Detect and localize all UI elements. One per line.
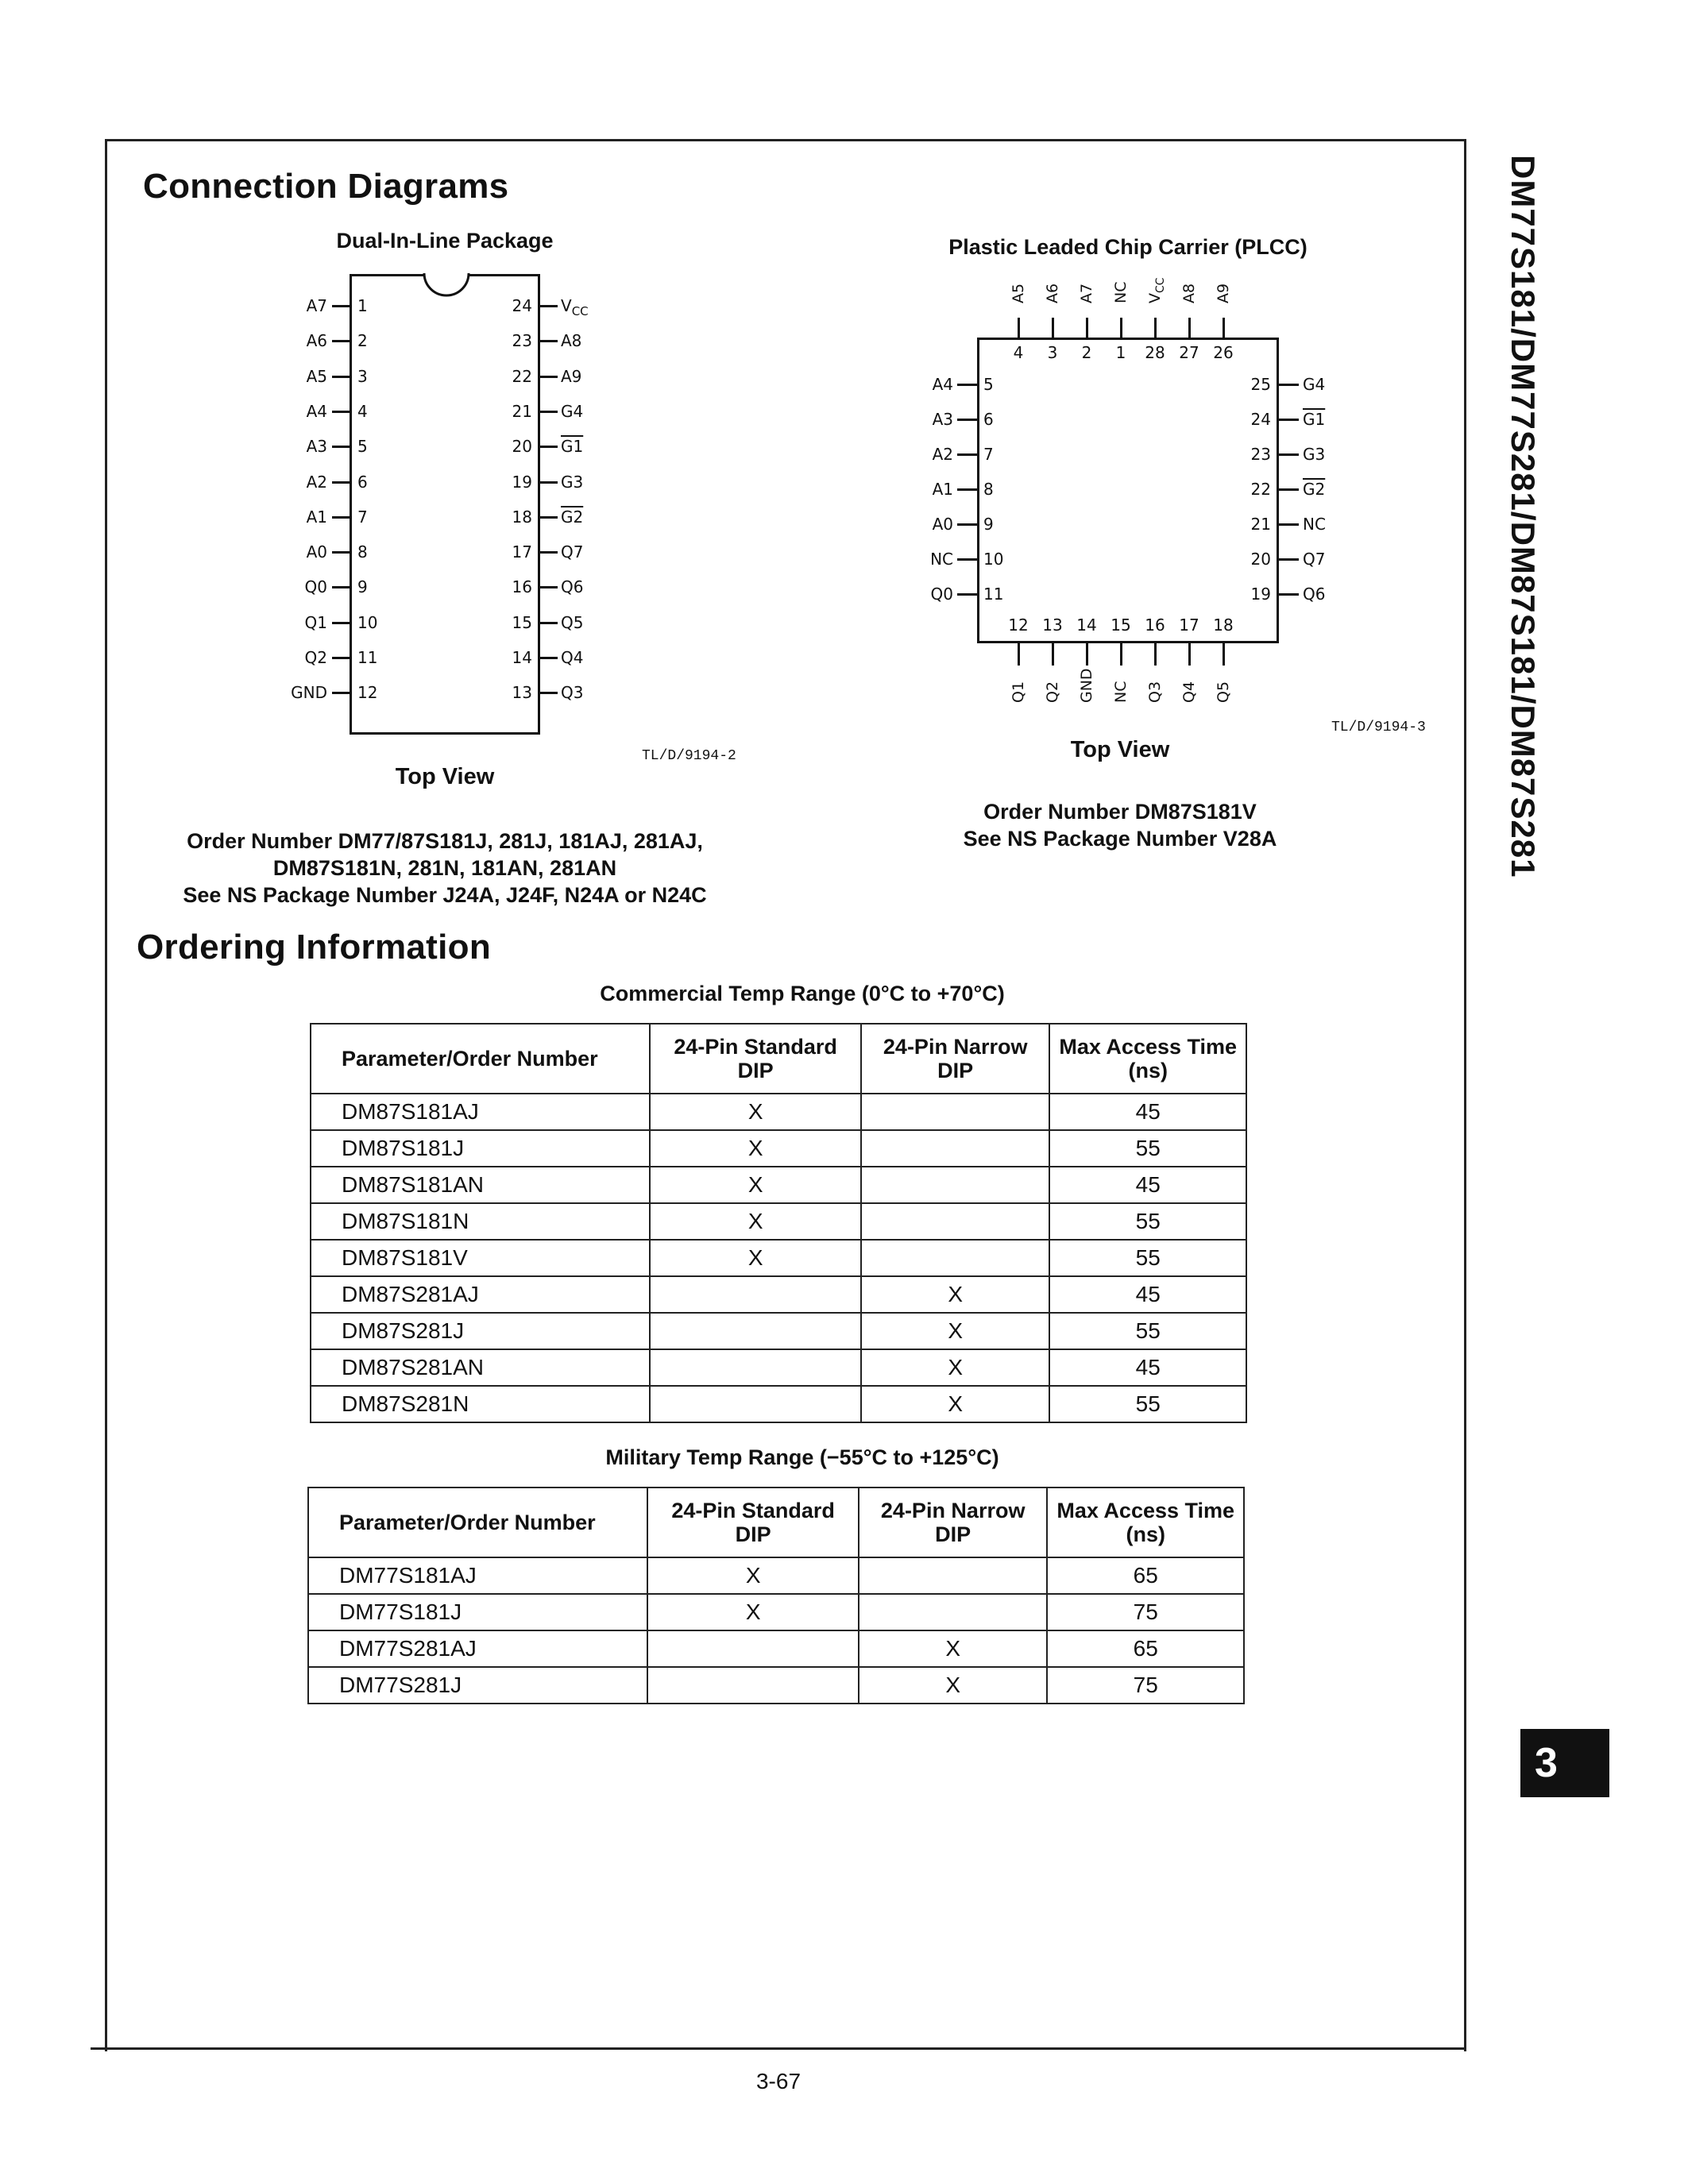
standard-dip-cell bbox=[650, 1349, 861, 1386]
access-time-cell: 45 bbox=[1049, 1167, 1246, 1203]
dip-left-pin-number: 11 bbox=[357, 648, 378, 667]
dip-right-label: G2 bbox=[561, 507, 584, 527]
narrow-dip-cell bbox=[861, 1240, 1050, 1276]
dip-right-lead bbox=[540, 551, 558, 554]
part-number-cell: DM77S181AJ bbox=[308, 1557, 647, 1594]
table-row bbox=[311, 1167, 1246, 1203]
part-number-cell: DM87S181AJ bbox=[311, 1094, 650, 1130]
standard-dip-cell bbox=[650, 1386, 861, 1422]
table-row bbox=[308, 1557, 1244, 1594]
plcc-left-label: A2 bbox=[932, 445, 953, 464]
access-time-cell: 55 bbox=[1049, 1386, 1246, 1422]
plcc-top-lead bbox=[1223, 318, 1225, 338]
dip-left-pin-number: 2 bbox=[357, 331, 368, 351]
plcc-right-lead bbox=[1279, 384, 1299, 386]
plcc-right-pin-number: 20 bbox=[1250, 550, 1271, 569]
plcc-bottom-pin-number: 16 bbox=[1145, 615, 1165, 635]
access-time-cell: 55 bbox=[1049, 1313, 1246, 1349]
plcc-right-pin-number: 25 bbox=[1250, 375, 1271, 394]
plcc-top-lead bbox=[1154, 318, 1157, 338]
access-time-cell: 75 bbox=[1047, 1594, 1244, 1630]
narrow-dip-cell bbox=[859, 1557, 1048, 1594]
table-row bbox=[308, 1594, 1244, 1630]
plcc-bottom-lead bbox=[1018, 643, 1020, 666]
plcc-left-pin-number: 10 bbox=[983, 550, 1004, 569]
plcc-right-pin-number: 24 bbox=[1250, 410, 1271, 429]
plcc-top-view: Top View bbox=[1070, 737, 1170, 762]
dip-left-label: GND bbox=[291, 683, 327, 703]
plcc-left-pin-number: 11 bbox=[983, 585, 1004, 604]
plcc-left-pin-number: 8 bbox=[983, 480, 994, 499]
page-frame-bottom-rule bbox=[91, 2047, 1465, 2050]
dip-right-lead bbox=[540, 622, 558, 624]
dip-right-pin-number: 20 bbox=[512, 437, 532, 457]
dip-left-lead bbox=[332, 692, 350, 694]
part-number-cell: DM77S181J bbox=[308, 1594, 647, 1630]
plcc-left-label: A3 bbox=[932, 410, 953, 429]
standard-dip-cell bbox=[650, 1276, 861, 1313]
dip-left-lead bbox=[332, 446, 350, 448]
header-part: Parameter/Order Number bbox=[308, 1488, 647, 1557]
dip-right-lead bbox=[540, 411, 558, 413]
dip-right-lead bbox=[540, 446, 558, 448]
ordering-info-title: Ordering Information bbox=[137, 928, 491, 967]
plcc-top-lead bbox=[1052, 318, 1054, 338]
plcc-bottom-lead bbox=[1154, 643, 1157, 666]
standard-dip-cell: X bbox=[650, 1094, 861, 1130]
dip-left-pin-number: 8 bbox=[357, 542, 368, 562]
plcc-left-label: NC bbox=[930, 550, 953, 569]
section-tab-number: 3 bbox=[1535, 1740, 1558, 1786]
plcc-left-lead bbox=[957, 593, 977, 596]
plcc-bottom-lead bbox=[1120, 643, 1122, 666]
plcc-bottom-lead bbox=[1086, 643, 1088, 666]
dip-left-label: A4 bbox=[306, 401, 327, 421]
plcc-top-label: NC bbox=[1112, 281, 1130, 303]
part-number-cell: DM87S281J bbox=[311, 1313, 650, 1349]
narrow-dip-cell bbox=[861, 1167, 1050, 1203]
dip-order-line-1: Order Number DM77/87S181J, 281J, 181AJ, 281AJ, bbox=[187, 829, 703, 853]
plcc-right-lead bbox=[1279, 523, 1299, 526]
plcc-bottom-lead bbox=[1188, 643, 1191, 666]
part-number-cell: DM87S281AJ bbox=[311, 1276, 650, 1313]
narrow-dip-cell: X bbox=[861, 1386, 1050, 1422]
header-narrow-dip: 24-Pin Narrow DIP bbox=[861, 1024, 1050, 1094]
dip-right-lead bbox=[540, 586, 558, 588]
dip-left-label: A7 bbox=[306, 296, 327, 315]
narrow-dip-cell bbox=[861, 1203, 1050, 1240]
dip-left-lead bbox=[332, 305, 350, 307]
dip-right-pin-number: 23 bbox=[512, 331, 532, 351]
dip-left-label: A2 bbox=[306, 472, 327, 492]
plcc-top-pin-number: 1 bbox=[1115, 343, 1126, 362]
dip-left-lead bbox=[332, 481, 350, 484]
plcc-bottom-label: GND bbox=[1078, 668, 1095, 703]
plcc-left-pin-number: 9 bbox=[983, 515, 994, 534]
table-row bbox=[311, 1130, 1246, 1167]
plcc-right-lead bbox=[1279, 419, 1299, 421]
dip-left-lead bbox=[332, 516, 350, 519]
dip-right-label: G1 bbox=[561, 437, 584, 457]
header-standard-dip: 24-Pin Standard DIP bbox=[650, 1024, 861, 1094]
plcc-top-label: A9 bbox=[1215, 283, 1232, 303]
plcc-order-line-2: See NS Package Number V28A bbox=[963, 827, 1277, 851]
plcc-top-lead bbox=[1120, 318, 1122, 338]
military-header-row bbox=[308, 1488, 1244, 1557]
part-number-cell: DM87S181J bbox=[311, 1130, 650, 1167]
plcc-top-pin-number: 26 bbox=[1213, 343, 1234, 362]
plcc-right-lead bbox=[1279, 558, 1299, 561]
access-time-cell: 55 bbox=[1049, 1240, 1246, 1276]
dip-left-pin-number: 9 bbox=[357, 577, 368, 597]
plcc-bottom-pin-number: 17 bbox=[1179, 615, 1199, 635]
dip-right-lead bbox=[540, 340, 558, 342]
plcc-top-pin-number: 28 bbox=[1145, 343, 1165, 362]
plcc-top-label: A7 bbox=[1078, 283, 1095, 303]
dip-title: Dual-In-Line Package bbox=[336, 229, 554, 253]
dip-left-lead bbox=[332, 411, 350, 413]
part-number-cell: DM87S181V bbox=[311, 1240, 650, 1276]
plcc-top-lead bbox=[1188, 318, 1191, 338]
dip-right-pin-number: 19 bbox=[512, 472, 532, 492]
plcc-bottom-pin-number: 14 bbox=[1076, 615, 1097, 635]
plcc-bottom-lead bbox=[1223, 643, 1225, 666]
plcc-right-lead bbox=[1279, 453, 1299, 456]
plcc-right-pin-number: 22 bbox=[1250, 480, 1271, 499]
plcc-left-lead bbox=[957, 488, 977, 491]
plcc-top-lead bbox=[1086, 318, 1088, 338]
plcc-title: Plastic Leaded Chip Carrier (PLCC) bbox=[948, 235, 1308, 259]
narrow-dip-cell: X bbox=[861, 1349, 1050, 1386]
plcc-bottom-pin-number: 15 bbox=[1111, 615, 1131, 635]
narrow-dip-cell bbox=[861, 1094, 1050, 1130]
plcc-top-pin-number: 2 bbox=[1081, 343, 1092, 362]
dip-right-label: A9 bbox=[561, 366, 582, 386]
part-number-cell: DM77S281J bbox=[308, 1667, 647, 1704]
standard-dip-cell bbox=[647, 1667, 859, 1704]
standard-dip-cell: X bbox=[647, 1594, 859, 1630]
dip-right-lead bbox=[540, 305, 558, 307]
dip-right-pin-number: 15 bbox=[512, 612, 532, 632]
military-caption: Military Temp Range (−55°C to +125°C) bbox=[605, 1445, 999, 1469]
narrow-dip-cell bbox=[861, 1130, 1050, 1167]
dip-left-pin-number: 7 bbox=[357, 507, 368, 527]
dip-right-label: G4 bbox=[561, 401, 584, 421]
table-row bbox=[311, 1240, 1246, 1276]
header-part: Parameter/Order Number bbox=[311, 1024, 650, 1094]
standard-dip-cell: X bbox=[650, 1130, 861, 1167]
section-tab bbox=[1520, 1729, 1609, 1797]
dip-right-pin-number: 17 bbox=[512, 542, 532, 562]
dip-right-label: Q6 bbox=[561, 577, 584, 597]
dip-right-lead bbox=[540, 376, 558, 378]
narrow-dip-cell: X bbox=[861, 1276, 1050, 1313]
plcc-right-label: Q7 bbox=[1303, 550, 1326, 569]
part-number-cell: DM87S181AN bbox=[311, 1167, 650, 1203]
table-row bbox=[308, 1667, 1244, 1704]
table-row bbox=[311, 1349, 1246, 1386]
dip-left-label: A3 bbox=[306, 437, 327, 457]
dip-left-pin-number: 6 bbox=[357, 472, 368, 492]
dip-right-lead bbox=[540, 516, 558, 519]
dip-right-label: $V_{CC}$ bbox=[561, 296, 589, 318]
dip-order-line-3: See NS Package Number J24A, J24F, N24A or N24C bbox=[183, 883, 707, 907]
standard-dip-cell: X bbox=[650, 1203, 861, 1240]
plcc-top-lead bbox=[1018, 318, 1020, 338]
plcc-right-label: G4 bbox=[1303, 375, 1326, 394]
table-row bbox=[311, 1386, 1246, 1422]
plcc-right-pin-number: 23 bbox=[1250, 445, 1271, 464]
narrow-dip-cell: X bbox=[861, 1313, 1050, 1349]
plcc-right-label: G1 bbox=[1303, 410, 1326, 429]
dip-right-pin-number: 14 bbox=[512, 648, 532, 667]
part-number-cell: DM87S181N bbox=[311, 1203, 650, 1240]
dip-left-pin-number: 10 bbox=[357, 612, 378, 632]
plcc-bottom-label: Q2 bbox=[1044, 681, 1061, 703]
commercial-caption: Commercial Temp Range (0°C to +70°C) bbox=[600, 982, 1005, 1005]
plcc-top-pin-number: 27 bbox=[1179, 343, 1199, 362]
plcc-right-label: G3 bbox=[1303, 445, 1326, 464]
commercial-header-row bbox=[311, 1024, 1246, 1094]
dip-right-pin-number: 18 bbox=[512, 507, 532, 527]
plcc-right-label: NC bbox=[1303, 515, 1326, 534]
header-max-access: Max Access Time (ns) bbox=[1047, 1488, 1244, 1557]
dip-left-pin-number: 1 bbox=[357, 296, 368, 315]
plcc-left-pin-number: 6 bbox=[983, 410, 994, 429]
plcc-top-label: A6 bbox=[1044, 283, 1061, 303]
dip-left-label: A5 bbox=[306, 366, 327, 386]
plcc-left-label: Q0 bbox=[930, 585, 953, 604]
plcc-left-label: A1 bbox=[932, 480, 953, 499]
dip-left-label: A1 bbox=[306, 507, 327, 527]
access-time-cell: 65 bbox=[1047, 1630, 1244, 1667]
dip-right-lead bbox=[540, 481, 558, 484]
dip-right-pin-number: 13 bbox=[512, 683, 532, 703]
plcc-top-pin-number: 4 bbox=[1013, 343, 1024, 362]
plcc-top-label: A5 bbox=[1010, 283, 1027, 303]
header-narrow-dip: 24-Pin Narrow DIP bbox=[859, 1488, 1048, 1557]
dip-left-lead bbox=[332, 551, 350, 554]
plcc-right-label: G2 bbox=[1303, 480, 1326, 499]
plcc-left-label: A4 bbox=[932, 375, 953, 394]
dip-notch bbox=[421, 270, 472, 299]
dip-left-label: Q1 bbox=[304, 612, 327, 632]
connection-diagrams-title: Connection Diagrams bbox=[143, 167, 509, 206]
header-standard-dip: 24-Pin Standard DIP bbox=[647, 1488, 859, 1557]
dip-left-lead bbox=[332, 657, 350, 659]
part-number-cell: DM87S281AN bbox=[311, 1349, 650, 1386]
dip-left-label: A0 bbox=[306, 542, 327, 562]
plcc-bottom-pin-number: 13 bbox=[1042, 615, 1063, 635]
dip-left-pin-number: 5 bbox=[357, 437, 368, 457]
narrow-dip-cell bbox=[859, 1594, 1048, 1630]
plcc-left-label: A0 bbox=[932, 515, 953, 534]
dip-left-lead bbox=[332, 622, 350, 624]
dip-top-view: Top View bbox=[395, 764, 495, 789]
standard-dip-cell: X bbox=[650, 1167, 861, 1203]
plcc-left-lead bbox=[957, 453, 977, 456]
table-row bbox=[311, 1313, 1246, 1349]
dip-right-label: G3 bbox=[561, 472, 584, 492]
access-time-cell: 55 bbox=[1049, 1130, 1246, 1167]
dip-right-pin-number: 21 bbox=[512, 401, 532, 421]
plcc-left-lead bbox=[957, 384, 977, 386]
dip-left-pin-number: 3 bbox=[357, 366, 368, 386]
dip-left-lead bbox=[332, 340, 350, 342]
plcc-right-pin-number: 21 bbox=[1250, 515, 1271, 534]
access-time-cell: 65 bbox=[1047, 1557, 1244, 1594]
narrow-dip-cell: X bbox=[859, 1667, 1048, 1704]
table-row bbox=[311, 1203, 1246, 1240]
access-time-cell: 55 bbox=[1049, 1203, 1246, 1240]
standard-dip-cell bbox=[647, 1630, 859, 1667]
military-table bbox=[307, 1487, 1245, 1704]
plcc-bottom-pin-number: 12 bbox=[1008, 615, 1029, 635]
dip-left-lead bbox=[332, 586, 350, 588]
dip-left-label: Q0 bbox=[304, 577, 327, 597]
dip-right-label: Q7 bbox=[561, 542, 584, 562]
access-time-cell: 45 bbox=[1049, 1276, 1246, 1313]
dip-right-pin-number: 22 bbox=[512, 366, 532, 386]
standard-dip-cell: X bbox=[647, 1557, 859, 1594]
plcc-left-lead bbox=[957, 558, 977, 561]
table-row bbox=[311, 1276, 1246, 1313]
plcc-order-info bbox=[914, 798, 1327, 852]
dip-right-label: Q4 bbox=[561, 648, 584, 667]
header-max-access: Max Access Time (ns) bbox=[1049, 1024, 1246, 1094]
plcc-right-lead bbox=[1279, 593, 1299, 596]
plcc-bottom-pin-number: 18 bbox=[1213, 615, 1234, 635]
dip-left-pin-number: 12 bbox=[357, 683, 378, 703]
side-title-text: DM77S181/DM77S281/DM87S181/DM87S281 bbox=[1505, 155, 1542, 878]
plcc-figure-code: TL/D/9194-3 bbox=[1331, 720, 1426, 735]
plcc-bottom-label: NC bbox=[1112, 681, 1130, 703]
plcc-left-pin-number: 7 bbox=[983, 445, 994, 464]
table-row bbox=[311, 1094, 1246, 1130]
plcc-bottom-label: Q4 bbox=[1180, 681, 1198, 703]
dip-right-label: Q5 bbox=[561, 612, 584, 632]
plcc-top-label: A8 bbox=[1180, 283, 1198, 303]
plcc-right-label: Q6 bbox=[1303, 585, 1326, 604]
plcc-top-label: $V_{CC}$ bbox=[1146, 277, 1167, 303]
standard-dip-cell: X bbox=[650, 1240, 861, 1276]
dip-right-pin-number: 16 bbox=[512, 577, 532, 597]
plcc-left-pin-number: 5 bbox=[983, 375, 994, 394]
side-title bbox=[1497, 155, 1545, 878]
dip-figure-code: TL/D/9194-2 bbox=[642, 748, 736, 764]
plcc-bottom-label: Q3 bbox=[1146, 681, 1164, 703]
plcc-order-line-1: Order Number DM87S181V bbox=[983, 800, 1257, 824]
part-number-cell: DM77S281AJ bbox=[308, 1630, 647, 1667]
dip-order-line-2: DM87S181N, 281N, 181AN, 281AN bbox=[272, 856, 617, 880]
narrow-dip-cell: X bbox=[859, 1630, 1048, 1667]
dip-right-label: Q3 bbox=[561, 683, 584, 703]
access-time-cell: 45 bbox=[1049, 1349, 1246, 1386]
table-row bbox=[308, 1630, 1244, 1667]
plcc-top-pin-number: 3 bbox=[1047, 343, 1058, 362]
dip-order-info bbox=[127, 828, 763, 909]
dip-left-pin-number: 4 bbox=[357, 401, 368, 421]
part-number-cell: DM87S281N bbox=[311, 1386, 650, 1422]
dip-left-label: Q2 bbox=[304, 648, 327, 667]
dip-right-pin-number: 24 bbox=[512, 296, 532, 315]
dip-right-label: A8 bbox=[561, 331, 582, 351]
plcc-bottom-label: Q5 bbox=[1215, 681, 1232, 703]
commercial-table bbox=[310, 1023, 1247, 1423]
access-time-cell: 45 bbox=[1049, 1094, 1246, 1130]
plcc-right-lead bbox=[1279, 488, 1299, 491]
plcc-bottom-lead bbox=[1052, 643, 1054, 666]
plcc-left-lead bbox=[957, 523, 977, 526]
plcc-right-pin-number: 19 bbox=[1250, 585, 1271, 604]
dip-right-lead bbox=[540, 657, 558, 659]
dip-right-lead bbox=[540, 692, 558, 694]
access-time-cell: 75 bbox=[1047, 1667, 1244, 1704]
dip-left-lead bbox=[332, 376, 350, 378]
plcc-left-lead bbox=[957, 419, 977, 421]
standard-dip-cell bbox=[650, 1313, 861, 1349]
page-number: 3-67 bbox=[755, 2069, 802, 2093]
plcc-bottom-label: Q1 bbox=[1010, 681, 1027, 703]
dip-left-label: A6 bbox=[306, 331, 327, 351]
